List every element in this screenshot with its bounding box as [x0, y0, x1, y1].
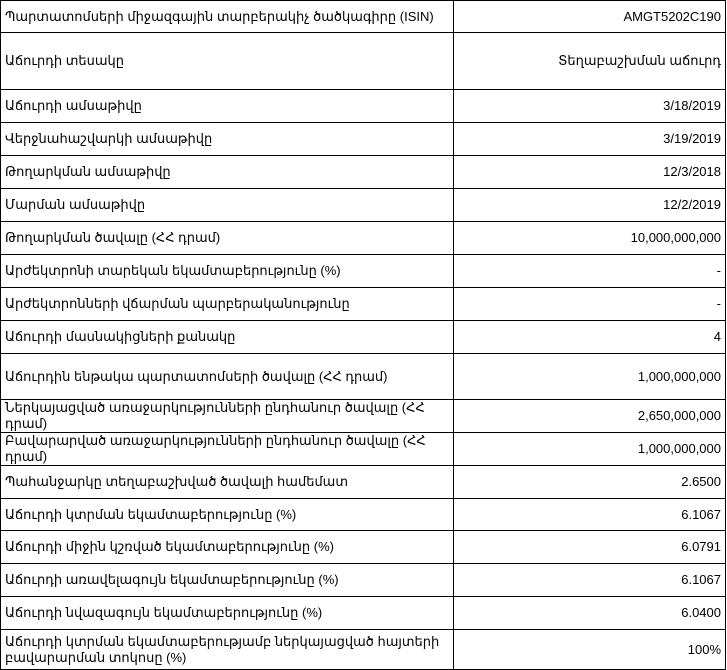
table-row: [1, 123, 726, 156]
row-value: 100%: [454, 630, 726, 670]
row-value: 3/18/2019: [454, 90, 726, 123]
row-value: 4: [454, 321, 726, 354]
row-label: Թողարկման ամսաթիվը: [1, 156, 454, 189]
row-value: Տեղաբաշխման աճուրդ: [454, 33, 726, 90]
table-row: [1, 321, 726, 354]
row-label: Աճուրդի մասնակիցների քանակը: [1, 321, 454, 354]
row-value: AMGT5202C190: [454, 1, 726, 33]
row-label: Պահանջարկը տեղաբաշխված ծավալի համեմատ: [1, 466, 454, 499]
table-row: [1, 255, 726, 288]
table-row: [1, 597, 726, 630]
row-label: Աճուրդի կտրման եկամտաբերությամբ ներկայացված հայտերի բավարարման տոկոսը (%): [1, 630, 454, 670]
row-label: Պարտատոմսերի միջազգային տարբերակիչ ծածկագիրը (ISIN): [1, 1, 454, 33]
row-label: Ներկայացված առաջարկությունների ընդհանուր ծավալը (ՀՀ դրամ): [1, 400, 454, 433]
row-label: Մարման ամսաթիվը: [1, 189, 454, 222]
row-value: 12/2/2019: [454, 189, 726, 222]
row-label: Աճուրդի ամսաթիվը: [1, 90, 454, 123]
row-label: Աճուրդի առավելագույն եկամտաբերությունը (%): [1, 564, 454, 597]
row-label: Աճուրդի միջին կշռված եկամտաբերությունը (%): [1, 531, 454, 564]
row-value: 6.0791: [454, 531, 726, 564]
row-value: 2,650,000,000: [454, 400, 726, 433]
table-row: [1, 222, 726, 255]
row-value: 10,000,000,000: [454, 222, 726, 255]
row-label: Վերջնահաշվարկի ամսաթիվը: [1, 123, 454, 156]
row-value: 1,000,000,000: [454, 354, 726, 400]
table-row: [1, 1, 726, 33]
row-value: -: [454, 288, 726, 321]
row-value: 12/3/2018: [454, 156, 726, 189]
row-label: Բավարարված առաջարկությունների ընդհանուր ծավալը (ՀՀ դրամ): [1, 433, 454, 466]
table-row: [1, 499, 726, 531]
table-row: [1, 90, 726, 123]
table-row: [1, 433, 726, 466]
table-row: [1, 354, 726, 400]
row-value: 6.1067: [454, 499, 726, 531]
row-label: Աճուրդին ենթակա պարտատոմսերի ծավալը (ՀՀ դրամ): [1, 354, 454, 400]
row-value: 6.1067: [454, 564, 726, 597]
row-value: 1,000,000,000: [454, 433, 726, 466]
row-value: -: [454, 255, 726, 288]
row-label: Արժեկտրոնների վճարման պարբերականությունը: [1, 288, 454, 321]
table-row: [1, 466, 726, 499]
row-label: Արժեկտրոնի տարեկան եկամտաբերությունը (%): [1, 255, 454, 288]
row-value: 2.6500: [454, 466, 726, 499]
table-row: [1, 400, 726, 433]
row-value: 3/19/2019: [454, 123, 726, 156]
row-value: 6.0400: [454, 597, 726, 630]
row-label: Աճուրդի տեսակը: [1, 33, 454, 90]
table-row: [1, 189, 726, 222]
table-row: [1, 531, 726, 564]
table-row: [1, 630, 726, 670]
row-label: Աճուրդի կտրման եկամտաբերությունը (%): [1, 499, 454, 531]
row-label: Թողարկման ծավալը (ՀՀ դրամ): [1, 222, 454, 255]
table-row: [1, 156, 726, 189]
table-row: [1, 288, 726, 321]
table-row: [1, 33, 726, 90]
row-label: Աճուրդի նվազագույն եկամտաբերությունը (%): [1, 597, 454, 630]
table-row: [1, 564, 726, 597]
